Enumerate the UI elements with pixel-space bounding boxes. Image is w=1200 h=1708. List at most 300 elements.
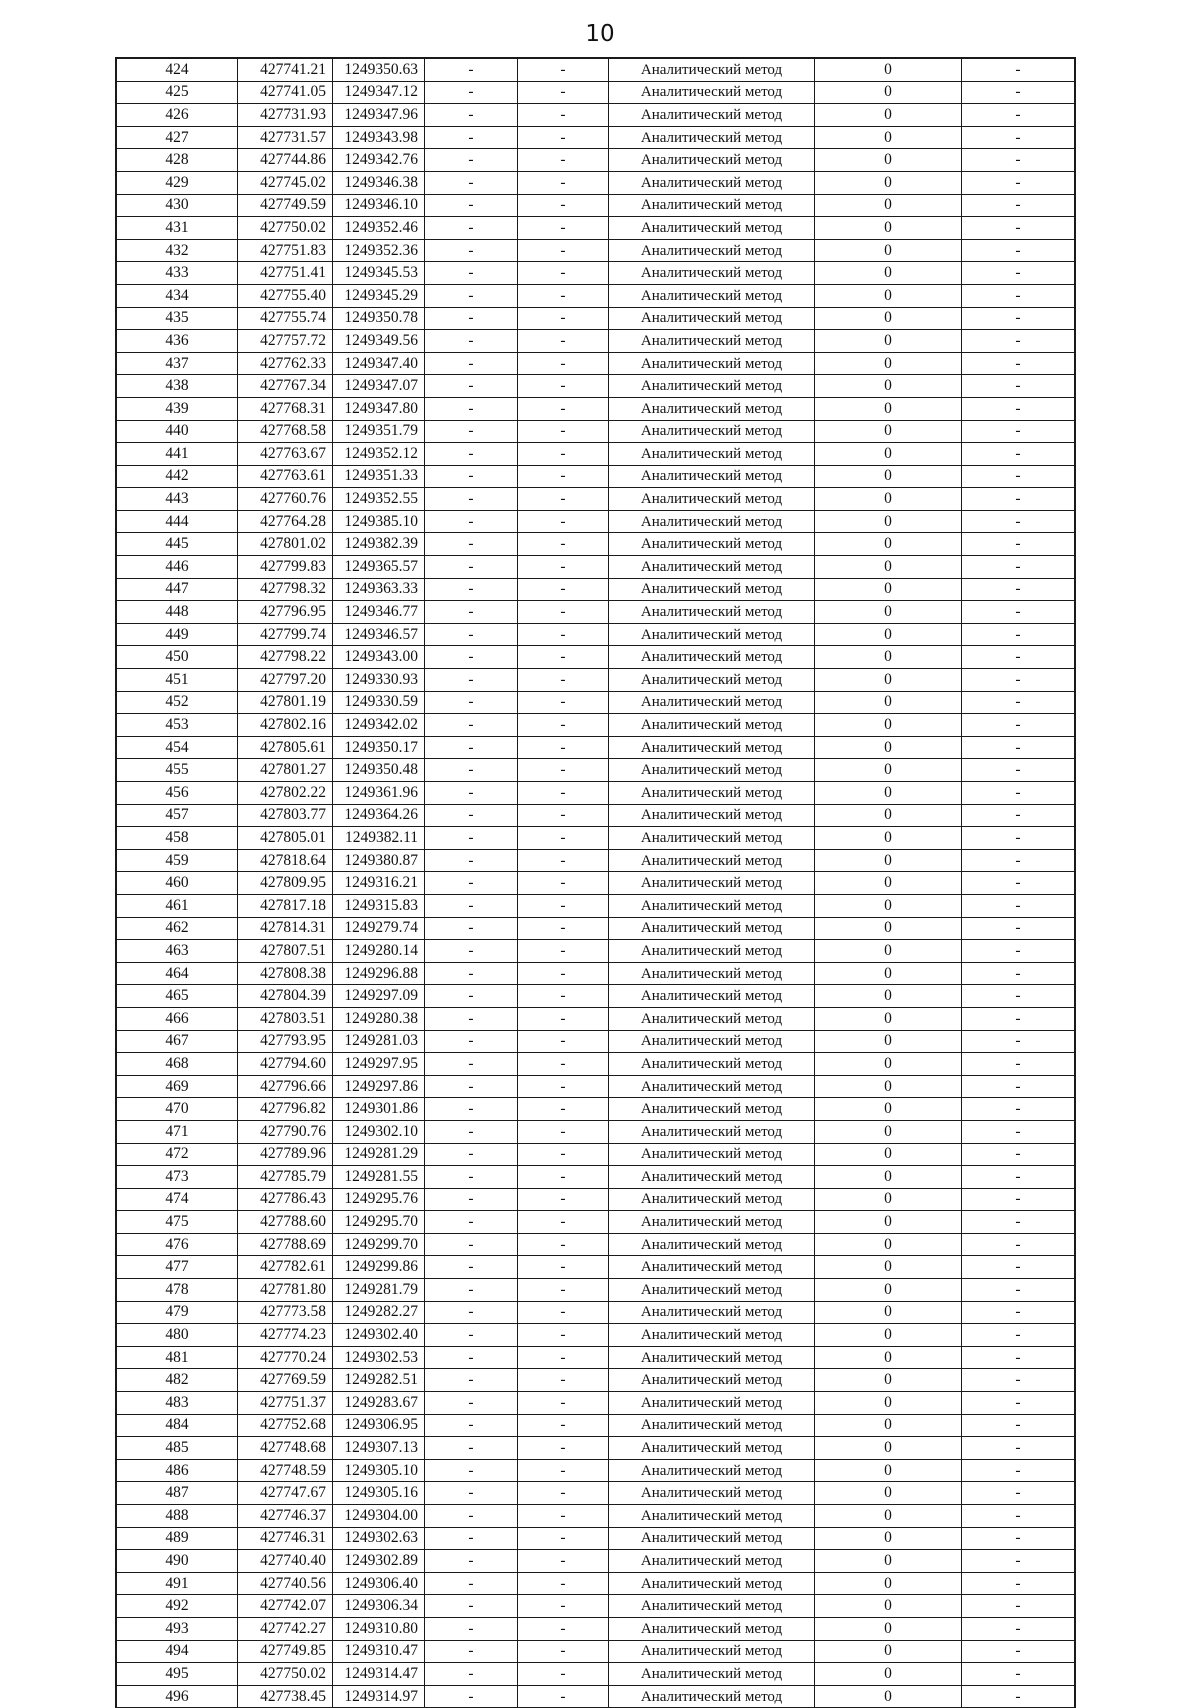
col4-cell: - (425, 352, 518, 375)
x-coordinate-cell: 427740.56 (238, 1572, 333, 1595)
table-row (117, 872, 1075, 895)
x-coordinate-cell: 427752.68 (238, 1414, 333, 1437)
x-coordinate-cell: 427798.32 (238, 578, 333, 601)
x-coordinate-cell: 427768.31 (238, 397, 333, 420)
col4-cell: - (425, 488, 518, 511)
point-number-cell: 458 (117, 827, 238, 850)
col4-cell: - (425, 1459, 518, 1482)
table-row (117, 1595, 1075, 1618)
x-coordinate-cell: 427769.59 (238, 1369, 333, 1392)
col7-cell: 0 (815, 375, 962, 398)
point-number-cell: 463 (117, 940, 238, 963)
table-row (117, 262, 1075, 285)
table-row (117, 397, 1075, 420)
point-number-cell: 445 (117, 533, 238, 556)
x-coordinate-cell: 427738.45 (238, 1685, 333, 1708)
method-cell: Аналитический метод (609, 1505, 815, 1528)
col7-cell: 0 (815, 1572, 962, 1595)
col4-cell: - (425, 1346, 518, 1369)
col5-cell: - (518, 827, 609, 850)
method-cell: Аналитический метод (609, 1527, 815, 1550)
point-number-cell: 488 (117, 1505, 238, 1528)
method-cell: Аналитический метод (609, 1572, 815, 1595)
col7-cell: 0 (815, 1075, 962, 1098)
col8-cell: - (962, 1505, 1075, 1528)
col4-cell: - (425, 59, 518, 82)
point-number-cell: 467 (117, 1030, 238, 1053)
y-coordinate-cell: 1249382.39 (333, 533, 425, 556)
col5-cell: - (518, 262, 609, 285)
col4-cell: - (425, 1301, 518, 1324)
y-coordinate-cell: 1249280.14 (333, 940, 425, 963)
col7-cell: 0 (815, 1663, 962, 1686)
y-coordinate-cell: 1249302.89 (333, 1550, 425, 1573)
col8-cell: - (962, 736, 1075, 759)
col5-cell: - (518, 1369, 609, 1392)
y-coordinate-cell: 1249330.59 (333, 691, 425, 714)
method-cell: Аналитический метод (609, 646, 815, 669)
point-number-cell: 427 (117, 126, 238, 149)
point-number-cell: 466 (117, 1007, 238, 1030)
point-number-cell: 426 (117, 104, 238, 127)
y-coordinate-cell: 1249352.55 (333, 488, 425, 511)
col7-cell: 0 (815, 894, 962, 917)
col8-cell: - (962, 1392, 1075, 1415)
y-coordinate-cell: 1249363.33 (333, 578, 425, 601)
method-cell: Аналитический метод (609, 1324, 815, 1347)
col5-cell: - (518, 940, 609, 963)
y-coordinate-cell: 1249345.53 (333, 262, 425, 285)
col7-cell: 0 (815, 578, 962, 601)
x-coordinate-cell: 427796.66 (238, 1075, 333, 1098)
col7-cell: 0 (815, 59, 962, 82)
col5-cell: - (518, 1617, 609, 1640)
col5-cell: - (518, 1459, 609, 1482)
col8-cell: - (962, 397, 1075, 420)
method-cell: Аналитический метод (609, 691, 815, 714)
col5-cell: - (518, 782, 609, 805)
table-row (117, 1527, 1075, 1550)
method-cell: Аналитический метод (609, 1188, 815, 1211)
point-number-cell: 490 (117, 1550, 238, 1573)
col5-cell: - (518, 352, 609, 375)
col5-cell: - (518, 397, 609, 420)
y-coordinate-cell: 1249297.09 (333, 985, 425, 1008)
method-cell: Аналитический метод (609, 940, 815, 963)
col4-cell: - (425, 1324, 518, 1347)
point-number-cell: 435 (117, 307, 238, 330)
col8-cell: - (962, 1188, 1075, 1211)
x-coordinate-cell: 427740.40 (238, 1550, 333, 1573)
table-row (117, 1053, 1075, 1076)
col4-cell: - (425, 849, 518, 872)
point-number-cell: 482 (117, 1369, 238, 1392)
point-number-cell: 449 (117, 623, 238, 646)
col7-cell: 0 (815, 827, 962, 850)
point-number-cell: 487 (117, 1482, 238, 1505)
x-coordinate-cell: 427742.07 (238, 1595, 333, 1618)
table-row (117, 194, 1075, 217)
method-cell: Аналитический метод (609, 1233, 815, 1256)
y-coordinate-cell: 1249361.96 (333, 782, 425, 805)
method-cell: Аналитический метод (609, 1120, 815, 1143)
table-row (117, 126, 1075, 149)
col4-cell: - (425, 1369, 518, 1392)
col4-cell: - (425, 1617, 518, 1640)
y-coordinate-cell: 1249330.93 (333, 669, 425, 692)
col7-cell: 0 (815, 917, 962, 940)
x-coordinate-cell: 427818.64 (238, 849, 333, 872)
table-row (117, 375, 1075, 398)
col4-cell: - (425, 940, 518, 963)
point-number-cell: 429 (117, 171, 238, 194)
col8-cell: - (962, 420, 1075, 443)
col5-cell: - (518, 1663, 609, 1686)
page-number: 10 (585, 21, 615, 47)
col8-cell: - (962, 1256, 1075, 1279)
x-coordinate-cell: 427801.27 (238, 759, 333, 782)
col4-cell: - (425, 1685, 518, 1708)
table-row (117, 1188, 1075, 1211)
table-row (117, 985, 1075, 1008)
col5-cell: - (518, 1120, 609, 1143)
col8-cell: - (962, 1414, 1075, 1437)
x-coordinate-cell: 427757.72 (238, 330, 333, 353)
col7-cell: 0 (815, 1007, 962, 1030)
col4-cell: - (425, 759, 518, 782)
col7-cell: 0 (815, 510, 962, 533)
x-coordinate-cell: 427782.61 (238, 1256, 333, 1279)
col4-cell: - (425, 646, 518, 669)
col5-cell: - (518, 556, 609, 579)
x-coordinate-cell: 427801.19 (238, 691, 333, 714)
table-row (117, 510, 1075, 533)
table-row (117, 1279, 1075, 1302)
method-cell: Аналитический метод (609, 556, 815, 579)
col5-cell: - (518, 1392, 609, 1415)
x-coordinate-cell: 427774.23 (238, 1324, 333, 1347)
table-row (117, 1346, 1075, 1369)
table-row (117, 104, 1075, 127)
col8-cell: - (962, 149, 1075, 172)
y-coordinate-cell: 1249347.12 (333, 81, 425, 104)
col7-cell: 0 (815, 262, 962, 285)
col7-cell: 0 (815, 985, 962, 1008)
col4-cell: - (425, 149, 518, 172)
col7-cell: 0 (815, 1617, 962, 1640)
col7-cell: 0 (815, 646, 962, 669)
col5-cell: - (518, 1324, 609, 1347)
method-cell: Аналитический метод (609, 1437, 815, 1460)
col8-cell: - (962, 443, 1075, 466)
method-cell: Аналитический метод (609, 104, 815, 127)
y-coordinate-cell: 1249345.29 (333, 284, 425, 307)
col8-cell: - (962, 1211, 1075, 1234)
col7-cell: 0 (815, 1550, 962, 1573)
col5-cell: - (518, 1143, 609, 1166)
method-cell: Аналитический метод (609, 1663, 815, 1686)
col7-cell: 0 (815, 330, 962, 353)
col8-cell: - (962, 375, 1075, 398)
col5-cell: - (518, 804, 609, 827)
col8-cell: - (962, 307, 1075, 330)
y-coordinate-cell: 1249352.46 (333, 217, 425, 240)
table-row (117, 804, 1075, 827)
y-coordinate-cell: 1249305.10 (333, 1459, 425, 1482)
method-cell: Аналитический метод (609, 262, 815, 285)
col4-cell: - (425, 782, 518, 805)
col4-cell: - (425, 691, 518, 714)
method-cell: Аналитический метод (609, 623, 815, 646)
method-cell: Аналитический метод (609, 1369, 815, 1392)
col8-cell: - (962, 1030, 1075, 1053)
y-coordinate-cell: 1249306.95 (333, 1414, 425, 1437)
table-row (117, 1572, 1075, 1595)
y-coordinate-cell: 1249350.48 (333, 759, 425, 782)
col7-cell: 0 (815, 1640, 962, 1663)
col4-cell: - (425, 736, 518, 759)
point-number-cell: 489 (117, 1527, 238, 1550)
x-coordinate-cell: 427773.58 (238, 1301, 333, 1324)
col8-cell: - (962, 330, 1075, 353)
col4-cell: - (425, 669, 518, 692)
point-number-cell: 457 (117, 804, 238, 827)
col5-cell: - (518, 1075, 609, 1098)
table-row (117, 623, 1075, 646)
col5-cell: - (518, 1053, 609, 1076)
col8-cell: - (962, 510, 1075, 533)
method-cell: Аналитический метод (609, 59, 815, 82)
point-number-cell: 443 (117, 488, 238, 511)
x-coordinate-cell: 427760.76 (238, 488, 333, 511)
x-coordinate-cell: 427807.51 (238, 940, 333, 963)
method-cell: Аналитический метод (609, 1256, 815, 1279)
col4-cell: - (425, 194, 518, 217)
y-coordinate-cell: 1249302.40 (333, 1324, 425, 1347)
method-cell: Аналитический метод (609, 1595, 815, 1618)
col4-cell: - (425, 894, 518, 917)
x-coordinate-cell: 427801.02 (238, 533, 333, 556)
point-number-cell: 483 (117, 1392, 238, 1415)
col7-cell: 0 (815, 782, 962, 805)
col5-cell: - (518, 736, 609, 759)
point-number-cell: 484 (117, 1414, 238, 1437)
y-coordinate-cell: 1249299.86 (333, 1256, 425, 1279)
method-cell: Аналитический метод (609, 420, 815, 443)
x-coordinate-cell: 427799.83 (238, 556, 333, 579)
x-coordinate-cell: 427763.67 (238, 443, 333, 466)
y-coordinate-cell: 1249342.76 (333, 149, 425, 172)
col7-cell: 0 (815, 126, 962, 149)
method-cell: Аналитический метод (609, 1279, 815, 1302)
y-coordinate-cell: 1249280.38 (333, 1007, 425, 1030)
point-number-cell: 452 (117, 691, 238, 714)
col4-cell: - (425, 104, 518, 127)
table-row (117, 217, 1075, 240)
col7-cell: 0 (815, 443, 962, 466)
x-coordinate-cell: 427767.34 (238, 375, 333, 398)
col8-cell: - (962, 578, 1075, 601)
method-cell: Аналитический метод (609, 872, 815, 895)
table-row (117, 1369, 1075, 1392)
method-cell: Аналитический метод (609, 782, 815, 805)
point-number-cell: 470 (117, 1098, 238, 1121)
col7-cell: 0 (815, 1392, 962, 1415)
col5-cell: - (518, 1505, 609, 1528)
method-cell: Аналитический метод (609, 1211, 815, 1234)
col4-cell: - (425, 917, 518, 940)
col4-cell: - (425, 985, 518, 1008)
col7-cell: 0 (815, 171, 962, 194)
y-coordinate-cell: 1249299.70 (333, 1233, 425, 1256)
point-number-cell: 461 (117, 894, 238, 917)
col8-cell: - (962, 1098, 1075, 1121)
col4-cell: - (425, 1166, 518, 1189)
col7-cell: 0 (815, 1301, 962, 1324)
y-coordinate-cell: 1249352.36 (333, 239, 425, 262)
x-coordinate-cell: 427746.37 (238, 1505, 333, 1528)
col7-cell: 0 (815, 307, 962, 330)
col4-cell: - (425, 239, 518, 262)
point-number-cell: 448 (117, 601, 238, 624)
col7-cell: 0 (815, 1279, 962, 1302)
method-cell: Аналитический метод (609, 1007, 815, 1030)
x-coordinate-cell: 427804.39 (238, 985, 333, 1008)
method-cell: Аналитический метод (609, 962, 815, 985)
col5-cell: - (518, 849, 609, 872)
x-coordinate-cell: 427751.41 (238, 262, 333, 285)
x-coordinate-cell: 427799.74 (238, 623, 333, 646)
table-row (117, 1617, 1075, 1640)
col4-cell: - (425, 1527, 518, 1550)
col5-cell: - (518, 1640, 609, 1663)
col4-cell: - (425, 1279, 518, 1302)
point-number-cell: 446 (117, 556, 238, 579)
col5-cell: - (518, 1211, 609, 1234)
table-row (117, 1098, 1075, 1121)
y-coordinate-cell: 1249296.88 (333, 962, 425, 985)
x-coordinate-cell: 427785.79 (238, 1166, 333, 1189)
table-row (117, 307, 1075, 330)
col5-cell: - (518, 1279, 609, 1302)
x-coordinate-cell: 427744.86 (238, 149, 333, 172)
col4-cell: - (425, 1392, 518, 1415)
table-row (117, 488, 1075, 511)
x-coordinate-cell: 427802.16 (238, 714, 333, 737)
point-number-cell: 471 (117, 1120, 238, 1143)
col7-cell: 0 (815, 1482, 962, 1505)
col5-cell: - (518, 1550, 609, 1573)
col8-cell: - (962, 1075, 1075, 1098)
point-number-cell: 465 (117, 985, 238, 1008)
point-number-cell: 451 (117, 669, 238, 692)
col8-cell: - (962, 126, 1075, 149)
table-row (117, 1482, 1075, 1505)
method-cell: Аналитический метод (609, 849, 815, 872)
col5-cell: - (518, 1233, 609, 1256)
method-cell: Аналитический метод (609, 352, 815, 375)
x-coordinate-cell: 427747.67 (238, 1482, 333, 1505)
col4-cell: - (425, 533, 518, 556)
col5-cell: - (518, 104, 609, 127)
col4-cell: - (425, 465, 518, 488)
col8-cell: - (962, 59, 1075, 82)
col4-cell: - (425, 601, 518, 624)
col5-cell: - (518, 465, 609, 488)
col7-cell: 0 (815, 623, 962, 646)
table-row (117, 759, 1075, 782)
col5-cell: - (518, 1301, 609, 1324)
col5-cell: - (518, 1030, 609, 1053)
method-cell: Аналитический метод (609, 1482, 815, 1505)
point-number-cell: 462 (117, 917, 238, 940)
x-coordinate-cell: 427796.95 (238, 601, 333, 624)
point-number-cell: 491 (117, 1572, 238, 1595)
col4-cell: - (425, 804, 518, 827)
col7-cell: 0 (815, 804, 962, 827)
col5-cell: - (518, 81, 609, 104)
col4-cell: - (425, 1233, 518, 1256)
col4-cell: - (425, 1640, 518, 1663)
col8-cell: - (962, 1482, 1075, 1505)
x-coordinate-cell: 427750.02 (238, 1663, 333, 1686)
y-coordinate-cell: 1249283.67 (333, 1392, 425, 1415)
method-cell: Аналитический метод (609, 510, 815, 533)
y-coordinate-cell: 1249310.47 (333, 1640, 425, 1663)
col5-cell: - (518, 623, 609, 646)
y-coordinate-cell: 1249281.55 (333, 1166, 425, 1189)
col7-cell: 0 (815, 149, 962, 172)
x-coordinate-cell: 427817.18 (238, 894, 333, 917)
y-coordinate-cell: 1249295.76 (333, 1188, 425, 1211)
col7-cell: 0 (815, 1166, 962, 1189)
table-row (117, 894, 1075, 917)
col5-cell: - (518, 872, 609, 895)
col5-cell: - (518, 1166, 609, 1189)
method-cell: Аналитический метод (609, 759, 815, 782)
col8-cell: - (962, 894, 1075, 917)
point-number-cell: 476 (117, 1233, 238, 1256)
x-coordinate-cell: 427741.21 (238, 59, 333, 82)
table-row (117, 149, 1075, 172)
x-coordinate-cell: 427751.83 (238, 239, 333, 262)
col8-cell: - (962, 872, 1075, 895)
col7-cell: 0 (815, 533, 962, 556)
x-coordinate-cell: 427803.51 (238, 1007, 333, 1030)
x-coordinate-cell: 427808.38 (238, 962, 333, 985)
point-number-cell: 474 (117, 1188, 238, 1211)
y-coordinate-cell: 1249304.00 (333, 1505, 425, 1528)
table-row (117, 1030, 1075, 1053)
x-coordinate-cell: 427741.05 (238, 81, 333, 104)
y-coordinate-cell: 1249347.07 (333, 375, 425, 398)
point-number-cell: 433 (117, 262, 238, 285)
table-row (117, 578, 1075, 601)
col7-cell: 0 (815, 849, 962, 872)
y-coordinate-cell: 1249346.77 (333, 601, 425, 624)
col5-cell: - (518, 759, 609, 782)
col8-cell: - (962, 465, 1075, 488)
table-row (117, 1324, 1075, 1347)
x-coordinate-cell: 427749.85 (238, 1640, 333, 1663)
point-number-cell: 438 (117, 375, 238, 398)
table-row (117, 1505, 1075, 1528)
col7-cell: 0 (815, 1030, 962, 1053)
point-number-cell: 493 (117, 1617, 238, 1640)
table-row (117, 1663, 1075, 1686)
table-row (117, 917, 1075, 940)
table-row (117, 962, 1075, 985)
